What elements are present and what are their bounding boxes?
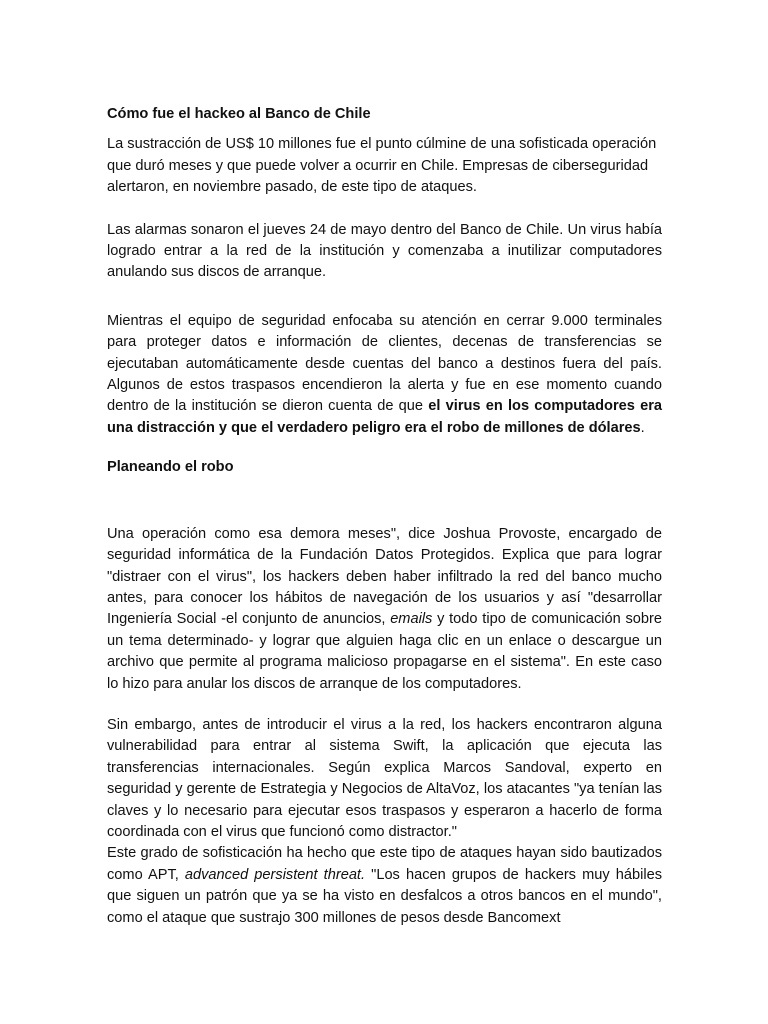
operation-paragraph-part2: y todo tipo de comunicación sobre un tema determinado- y lograr que alguien haga clic en un enlace o descargue un archivo que permite al programa malicioso propagarse en el sistema". En este caso lo hizo para anular los discos de arranque de los computadores.	[107, 611, 662, 692]
security-paragraph-bold: el virus en los computadores era una distracción y que el verdadero peligro era el robo de millones de dólares	[107, 398, 662, 436]
swift-paragraph: Sin embargo, antes de introducir el virus a la red, los hackers encontraron alguna vulnerabilidad para entrar al sistema Swift, la aplicación que ejecuta las transferencias internacionales. Según explica Marcos Sandoval, experto en seguridad y gerente de Estrategia y Negocios de AltaVoz, los atacantes "ya tenían las claves y lo necesario para ejecutar esos traspasos y esperaron a hacerlo de forma coordinada con el virus que funcionó como distractor."	[107, 716, 662, 840]
intro-paragraph: La sustracción de US$ 10 millones fue el punto cúlmine de una sofisticada operación que duró meses y que puede volver a ocurrir en Chile. Empresas de ciberseguridad alertaron, en noviembre pasado, de este tipo de ataques.	[107, 136, 657, 196]
apt-paragraph	[107, 843, 662, 929]
apt-paragraph-italic: advanced persistent threat.	[184, 866, 366, 883]
security-paragraph-text: Mientras el equipo de seguridad enfocaba su atención en cerrar 9.000 terminales para proteger datos e información de clientes, decenas de transferencias se ejecutaban automáticamente desde cuentas del banco a destinos fuera del país. Algunos de estos traspasos encendieron la alerta y fue en ese momento cuando dentro de la institución se dieron cuenta de que	[107, 312, 662, 415]
apt-paragraph-part1: Este grado de sofisticación ha hecho que este tipo de ataques hayan sido bautizados como APT,	[107, 845, 662, 883]
operation-paragraph	[107, 524, 662, 695]
operation-paragraph-part1: Una operación como esa demora meses", dice Joshua Provoste, encargado de seguridad informática de la Fundación Datos Protegidos. Explica que para lograr "distraer con el virus", los hackers deben haber infiltrado la red del banco mucho antes, para conocer los hábitos de navegación de los usuarios y así "desarrollar Ingeniería Social -el conjunto de anuncios,	[107, 525, 662, 628]
section-subheading: Planeando el robo	[107, 459, 234, 476]
alarm-paragraph: Las alarmas sonaron el jueves 24 de mayo dentro del Banco de Chile. Un virus había logrado entrar a la red de la institución y comenzaba a inutilizar computadores anulando sus discos de arranque.	[107, 221, 662, 281]
document-title: Cómo fue el hackeo al Banco de Chile	[107, 106, 371, 122]
security-paragraph-end: .	[640, 419, 645, 436]
document-page	[107, 104, 662, 929]
operation-paragraph-italic: emails	[390, 611, 433, 628]
security-paragraph	[107, 311, 662, 439]
apt-paragraph-part2: "Los hacen grupos de hackers muy hábiles que siguen un patrón que ya se ha visto en desfalcos a otros bancos en el mundo", como el ataque que sustrajo 300 millones de pesos desde Bancomext	[107, 866, 662, 926]
